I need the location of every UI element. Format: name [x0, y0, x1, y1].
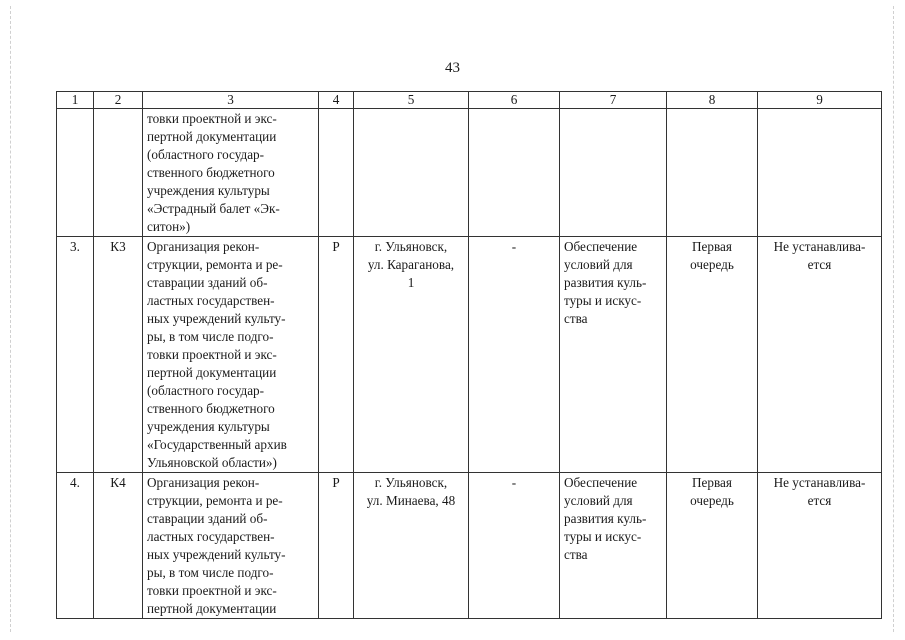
zone-line: ется	[807, 493, 832, 508]
description-line: ластных государствен-	[147, 529, 275, 544]
description-line: ственного бюджетного	[147, 165, 275, 180]
table-row	[57, 237, 882, 473]
description-cell	[143, 473, 319, 619]
address-line: 1	[407, 275, 415, 290]
description-line: ных учреждений культу-	[147, 547, 286, 562]
description-line: товки проектной и экс-	[147, 111, 277, 126]
header-cell: 1	[57, 92, 94, 109]
zone-cell	[758, 237, 882, 473]
header-cell: 4	[319, 92, 354, 109]
column-6-cell: -	[469, 473, 560, 619]
table-row	[57, 109, 882, 237]
purpose-cell	[560, 237, 667, 473]
description-line: ластных государствен-	[147, 293, 275, 308]
address-cell	[354, 109, 469, 237]
zone-cell	[758, 109, 882, 237]
description-line: ситон»)	[147, 219, 191, 234]
description-line: товки проектной и экс-	[147, 583, 277, 598]
header-cell: 9	[758, 92, 882, 109]
address-line: ул. Караганова,	[367, 257, 455, 272]
zone-line: Не устанавлива-	[773, 475, 866, 490]
description-line: «Государственный архив	[147, 437, 287, 452]
description-line: «Эстрадный балет «Эк-	[147, 201, 280, 216]
row-number-cell	[57, 109, 94, 237]
address-line: ул. Минаева, 48	[366, 493, 456, 508]
header-cell: 3	[143, 92, 319, 109]
description-line: Ульяновской области»)	[147, 455, 277, 470]
description-cell	[143, 237, 319, 473]
row-number-cell: 4.	[57, 473, 94, 619]
code-cell: К4	[94, 473, 143, 619]
purpose-line: условий для	[564, 257, 633, 272]
stage-cell	[667, 109, 758, 237]
description-line: пертной документации	[147, 601, 277, 616]
description-line: Организация рекон-	[147, 239, 260, 254]
description-line: (областного государ-	[147, 383, 265, 398]
description-line: ставрации зданий об-	[147, 275, 268, 290]
type-cell: Р	[319, 473, 354, 619]
description-line: пертной документации	[147, 365, 277, 380]
stage-cell	[667, 473, 758, 619]
purpose-line: туры и искус-	[564, 529, 642, 544]
purpose-line: Обеспечение	[564, 475, 638, 490]
description-line: ры, в том числе подго-	[147, 329, 274, 344]
type-cell: Р	[319, 237, 354, 473]
header-cell: 7	[560, 92, 667, 109]
column-6-cell: -	[469, 237, 560, 473]
description-cell	[143, 109, 319, 237]
header-cell: 5	[354, 92, 469, 109]
purpose-line: ства	[564, 311, 588, 326]
purpose-line: ства	[564, 547, 588, 562]
zone-cell	[758, 473, 882, 619]
purpose-cell	[560, 109, 667, 237]
table-row	[57, 473, 882, 619]
description-line: учреждения культуры	[147, 419, 270, 434]
description-line: ственного бюджетного	[147, 401, 275, 416]
description-line: ных учреждений культу-	[147, 311, 286, 326]
zone-line: Не устанавлива-	[773, 239, 866, 254]
description-line: струкции, ремонта и ре-	[147, 493, 283, 508]
description-line: товки проектной и экс-	[147, 347, 277, 362]
address-line: г. Ульяновск,	[374, 475, 448, 490]
description-line: ставрации зданий об-	[147, 511, 268, 526]
header-row	[57, 92, 882, 109]
purpose-line: Обеспечение	[564, 239, 638, 254]
description-line: ры, в том числе подго-	[147, 565, 274, 580]
address-cell	[354, 237, 469, 473]
header-cell: 6	[469, 92, 560, 109]
stage-line: Первая	[692, 475, 732, 490]
purpose-line: развития куль-	[564, 275, 647, 290]
stage-line: Первая	[692, 239, 732, 254]
purpose-line: условий для	[564, 493, 633, 508]
description-line: учреждения культуры	[147, 183, 270, 198]
type-cell	[319, 109, 354, 237]
address-line: г. Ульяновск,	[374, 239, 448, 254]
row-number-cell: 3.	[57, 237, 94, 473]
description-line: (областного государ-	[147, 147, 265, 162]
page-number: 43	[445, 60, 460, 76]
column-6-cell	[469, 109, 560, 237]
description-line: струкции, ремонта и ре-	[147, 257, 283, 272]
purpose-cell	[560, 473, 667, 619]
purpose-line: развития куль-	[564, 511, 647, 526]
purpose-line: туры и искус-	[564, 293, 642, 308]
header-cell: 2	[94, 92, 143, 109]
description-line: Организация рекон-	[147, 475, 260, 490]
stage-cell	[667, 237, 758, 473]
code-cell	[94, 109, 143, 237]
address-cell	[354, 473, 469, 619]
stage-line: очередь	[690, 493, 734, 508]
data-table	[56, 91, 882, 619]
stage-line: очередь	[690, 257, 734, 272]
zone-line: ется	[807, 257, 832, 272]
description-line: пертной документации	[147, 129, 277, 144]
header-cell: 8	[667, 92, 758, 109]
code-cell: К3	[94, 237, 143, 473]
